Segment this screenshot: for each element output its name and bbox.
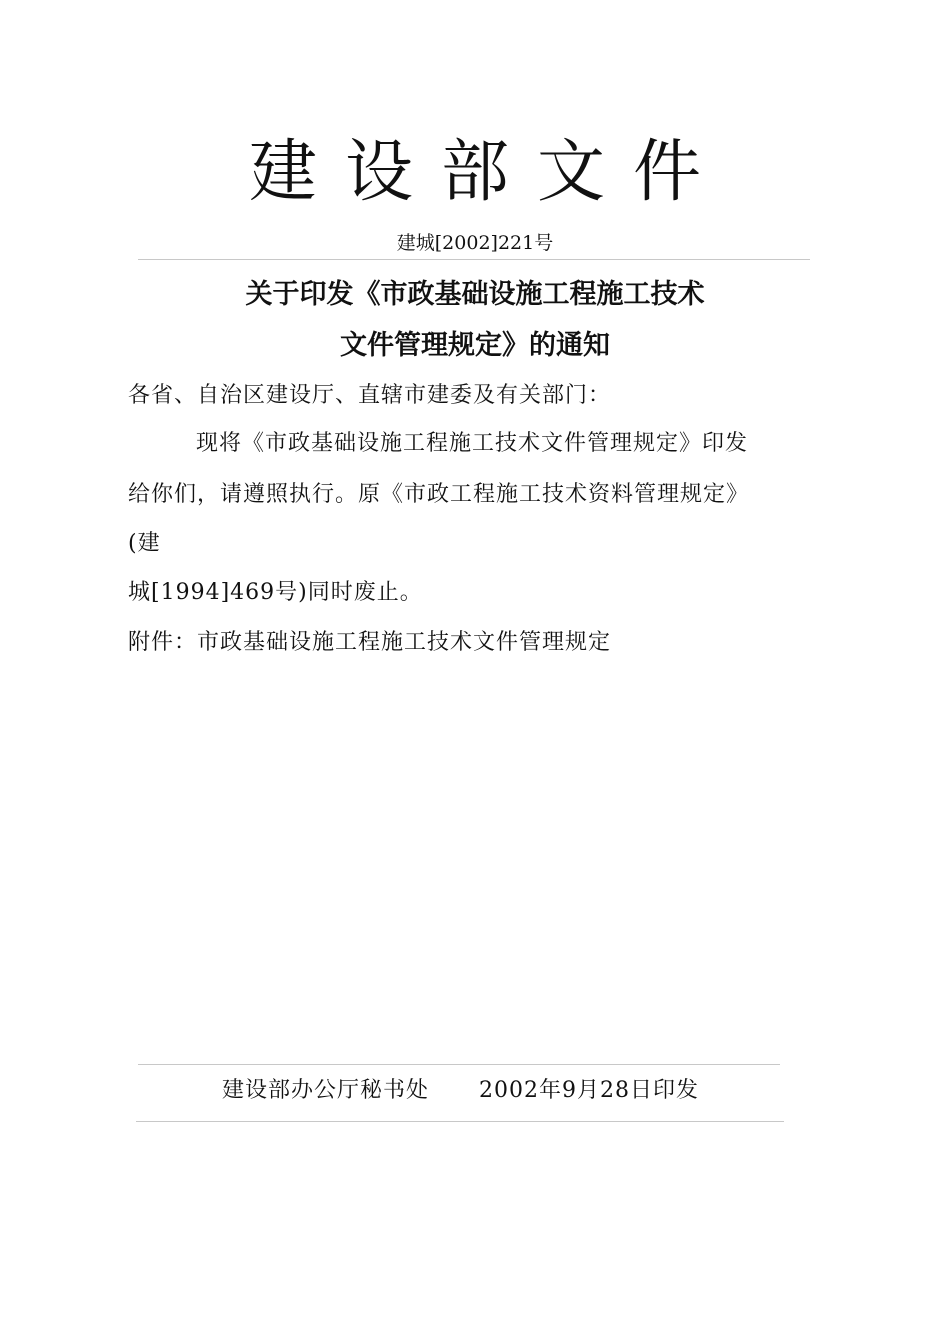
attachment-line: 附件：市政基础设施工程施工技术文件管理规定 xyxy=(128,630,612,655)
body-paragraph-line-2: 给你们，请遵照执行。原《市政工程施工技术资料管理规定》 xyxy=(128,482,750,507)
issue-date: 2002年9月28日印发 xyxy=(479,1078,699,1103)
body-paragraph-line-1: 现将《市政基础设施工程施工技术文件管理规定》印发 xyxy=(196,431,749,456)
notice-title-line-2: 文件管理规定》的通知 xyxy=(340,330,610,361)
document-header-title: 建设部文件 xyxy=(248,133,729,212)
body-paragraph-line-3: (建 xyxy=(128,531,161,556)
header-divider xyxy=(138,259,810,260)
issuer: 建设部办公厅秘书处 xyxy=(222,1078,430,1103)
addressee: 各省、自治区建设厅、直辖市建委及有关部门： xyxy=(128,383,612,408)
document-number: 建城[2002]221号 xyxy=(396,232,554,254)
footer-divider-bottom xyxy=(136,1121,784,1122)
footer-issue-line xyxy=(222,1076,699,1106)
body-paragraph-line-4: 城[1994]469号)同时废止。 xyxy=(128,580,423,605)
footer-divider-top xyxy=(138,1064,780,1065)
notice-title-line-1: 关于印发《市政基础设施工程施工技术 xyxy=(245,279,705,310)
